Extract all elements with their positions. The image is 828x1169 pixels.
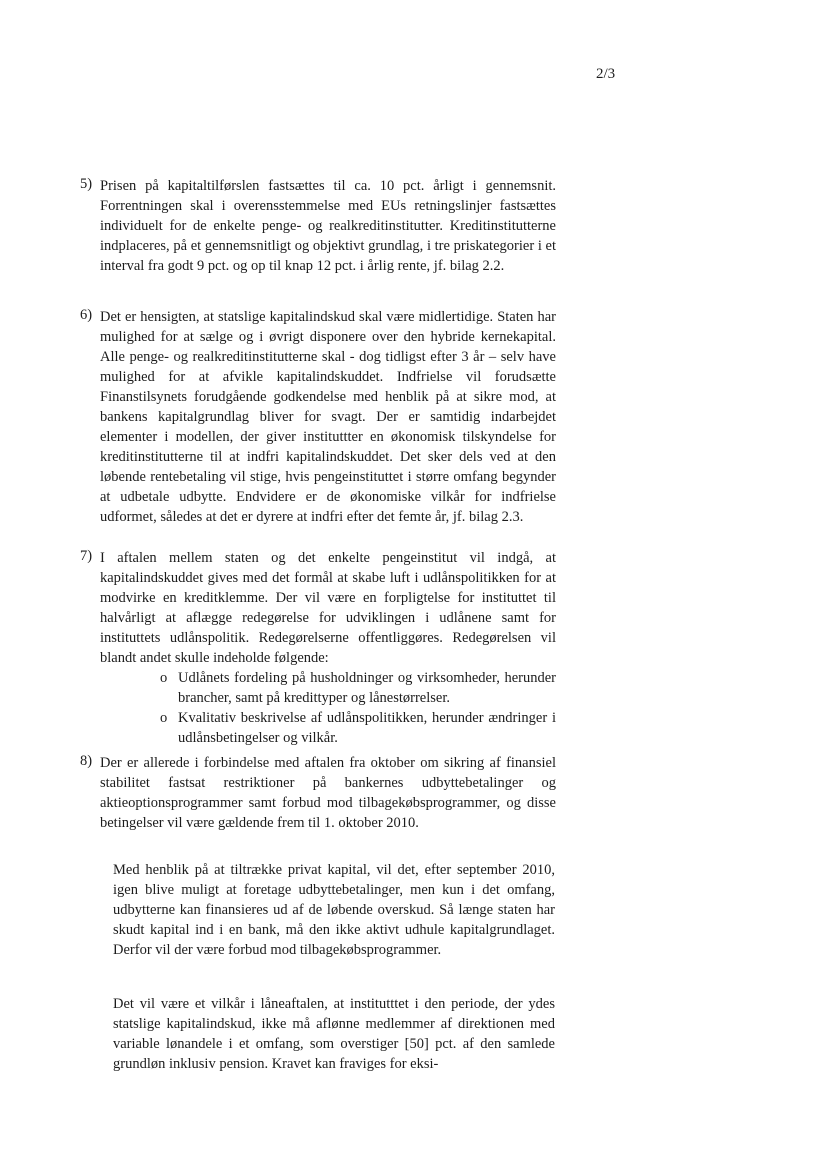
list-item-6 <box>80 307 556 527</box>
item-text: I aftalen mellem staten og det enkelte pengeinstitut vil indgå, at kapitalindskuddet gives med det formål at skabe luft i udlånspolitikken for at modvirke en kreditklemme. Der vil være en forpligtelse for instituttet til halvårligt at aflægge redegørelse for udviklingen i udlånene samt for instituttets udlånspolitik. Redegørelserne offentliggøres. Redegørelsen vil blandt andet skulle indeholde følgende: <box>100 550 556 666</box>
bullet-item <box>160 708 556 748</box>
item-number: 8) <box>80 753 93 769</box>
bullet-marker: o <box>160 670 168 686</box>
item-number: 7) <box>80 548 93 564</box>
page-number: 2/3 <box>596 66 616 82</box>
list-item-8 <box>80 753 556 833</box>
item-text: Prisen på kapitaltilførslen fastsættes til ca. 10 pct. årligt i gennemsnit. Forrentningen skal i overensstemmelse med EUs retningslinjer fastsættes individuelt for de enkelte penge- og realkreditinstitutter. Kreditinstitutterne indplaceres, på et gennemsnitligt og objektivt grundlag, i tre priskategorier i et interval fra godt 9 pct. og op til knap 12 pct. i årlig rente, jf. bilag 2.2. <box>100 178 556 274</box>
bullet-list <box>100 668 556 748</box>
bullet-marker: o <box>160 710 168 726</box>
paragraph-text: Det vil være et vilkår i låneaftalen, at institutttet i den periode, der ydes statslige kapitalindskud, ikke må aflønne medlemmer af direktionen med variable lønandele i et omfang, som overstiger [50] pct. af den samlede grundløn inklusiv pension. Kravet kan fraviges for eksi- <box>113 996 555 1072</box>
bullet-text: Udlånets fordeling på husholdninger og virksomheder, herunder brancher, samt på kredittyper og lånestørrelser. <box>178 670 556 706</box>
paragraph-text: Med henblik på at tiltrække privat kapital, vil det, efter september 2010, igen blive muligt at foretage udbyttebetalinger, men kun i det omfang, udbytterne kan finansieres ud af de løbende overskud. Så længe staten har skudt kapital ind i en bank, må den ikke aktivt udhule kapitalgrundlaget. Derfor vil der være forbud mod tilbagekøbsprogrammer. <box>113 862 555 958</box>
bullet-text: Kvalitativ beskrivelse af udlånspolitikken, herunder ændringer i udlånsbetingelser og vilkår. <box>178 710 556 746</box>
bullet-item <box>160 668 556 708</box>
body-paragraph-1 <box>113 860 555 960</box>
item-number: 5) <box>80 176 93 192</box>
list-item-5 <box>80 176 556 276</box>
body-paragraph-2 <box>113 994 555 1074</box>
item-text: Der er allerede i forbindelse med aftalen fra oktober om sikring af finansiel stabilitet fastsat restriktioner på bankernes udbyttebetalinger og aktieoptionsprogrammer samt forbud mod tilbagekøbsprogrammer, og disse betingelser vil være gældende frem til 1. oktober 2010. <box>100 755 556 831</box>
list-item-7 <box>80 548 556 748</box>
item-number: 6) <box>80 307 93 323</box>
item-text: Det er hensigten, at statslige kapitalindskud skal være midlertidige. Staten har mulighed for at sælge og i øvrigt disponere over den hybride kernekapital. Alle penge- og realkreditinstitutterne skal - dog tidligst efter 3 år – selv have mulighed for at afvikle kapitalindskuddet. Indfrielse vil forudsætte Finanstilsynets forudgående godkendelse med henblik på at sikre mod, at bankens kapitalgrundlag bliver for svagt. Der er samtidig indarbejdet elementer i modellen, der giver instituttter en økonomisk tilskyndelse for kreditinstitutterne til at indfri kapitalindskuddet. Det sker dels ved at den løbende rentebetaling vil stige, hvis pengeinstituttet i større omfang begynder at udbetale udbytte. Endvidere er de økonomiske vilkår for indfrielse udformet, således at det er dyrere at indfri efter det femte år, jf. bilag 2.3. <box>100 309 556 525</box>
